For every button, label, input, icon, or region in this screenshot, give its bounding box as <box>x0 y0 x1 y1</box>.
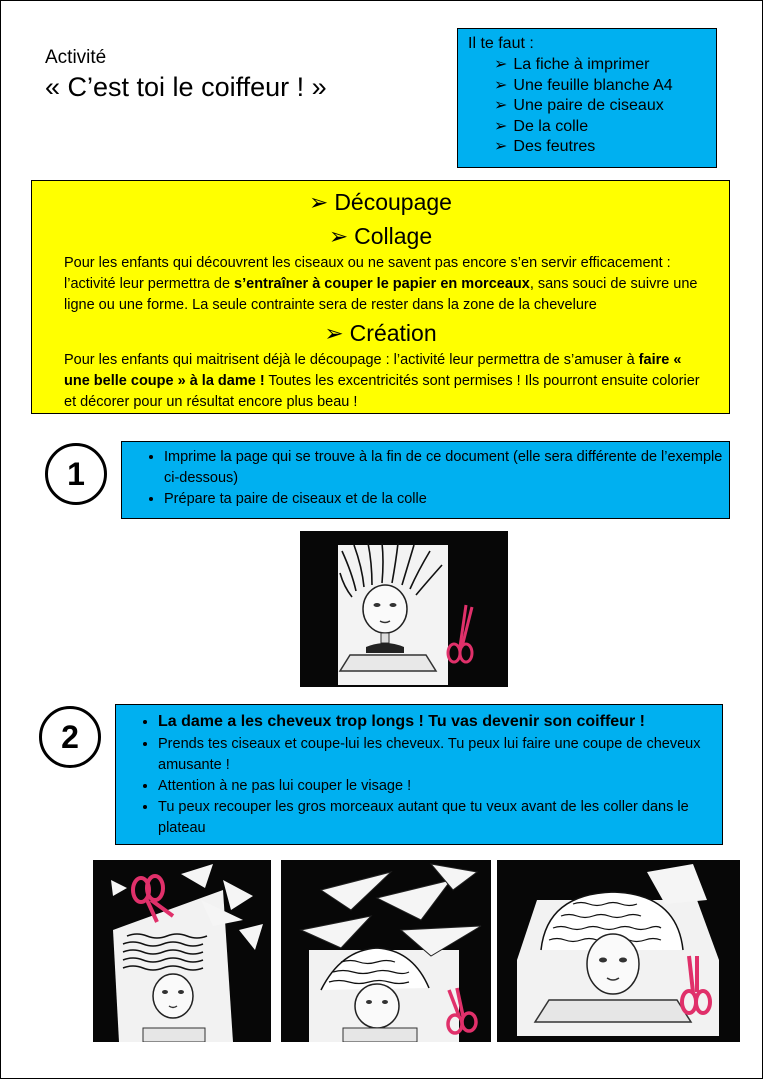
creation-description <box>64 350 709 413</box>
result-photo <box>497 860 740 1042</box>
step-2-number: 2 <box>39 706 101 768</box>
step-2-box <box>115 704 723 845</box>
creation-text-bold: faire « une belle coupe » à la dame ! <box>64 352 682 389</box>
gluing-text-bold: s’entraîner à couper le papier en morceaux <box>234 276 530 292</box>
example-template-photo <box>300 531 508 687</box>
step-2-item: • Tu peux recouper les gros morceaux autant que tu veux avant de les coller dans le plateau <box>158 797 722 839</box>
materials-item: ➢ La fiche à imprimer <box>494 55 706 76</box>
materials-box <box>457 28 717 168</box>
materials-item: ➢ De la colle <box>494 117 706 138</box>
skill-gluing-heading: ➢ Collage <box>32 219 729 253</box>
materials-item: ➢ Une paire de ciseaux <box>494 96 706 117</box>
step-1-box <box>121 441 730 519</box>
materials-item: ➢ Une feuille blanche A4 <box>494 76 706 97</box>
step-1-item: • Prépare ta paire de ciseaux et de la colle <box>164 489 729 510</box>
skills-box <box>31 180 730 414</box>
activity-title: « C’est toi le coiffeur ! » <box>45 72 327 102</box>
gluing-text: Pour les enfants qui découvrent les ciseaux ou ne savent pas encore s’en servir efficacement : l’activité leur permettra de <box>64 255 671 292</box>
activity-label: Activité <box>45 47 107 68</box>
materials-heading: Il te faut : <box>468 35 534 52</box>
creation-text: Pour les enfants qui maitrisent déjà le découpage : l’activité leur permettra de s’amuser à <box>64 352 639 368</box>
skill-creation-heading: ➢ Création <box>32 316 729 350</box>
cutting-photo <box>93 860 271 1042</box>
step-2-item: • Prends tes ciseaux et coupe-lui les cheveux. Tu peux lui faire une coupe de cheveux amusante ! <box>158 734 722 776</box>
step-2-item: • Attention à ne pas lui couper le visage ! <box>158 776 722 797</box>
creation-text-end: Toutes les excentricités sont permises ! Ils pourront ensuite colorier et décorer pour un résultat encore plus beau ! <box>64 373 700 410</box>
materials-list <box>494 55 706 158</box>
skill-cutting-heading: ➢ Découpage <box>32 185 729 219</box>
gluing-description <box>64 253 709 316</box>
gluing-text-end: , sans souci de suivre une ligne ou une forme. La seule contrainte sera de rester dans la zone de la chevelure <box>64 276 698 313</box>
step-2-headline: • La dame a les cheveux trop longs ! Tu vas devenir son coiffeur ! <box>158 711 722 732</box>
step-1-number: 1 <box>45 443 107 505</box>
pieces-photo <box>281 860 491 1042</box>
step-1-item: • Imprime la page qui se trouve à la fin de ce document (elle sera différente de l’exemple ci-dessous) <box>164 447 729 489</box>
materials-item: ➢ Des feutres <box>494 137 706 158</box>
